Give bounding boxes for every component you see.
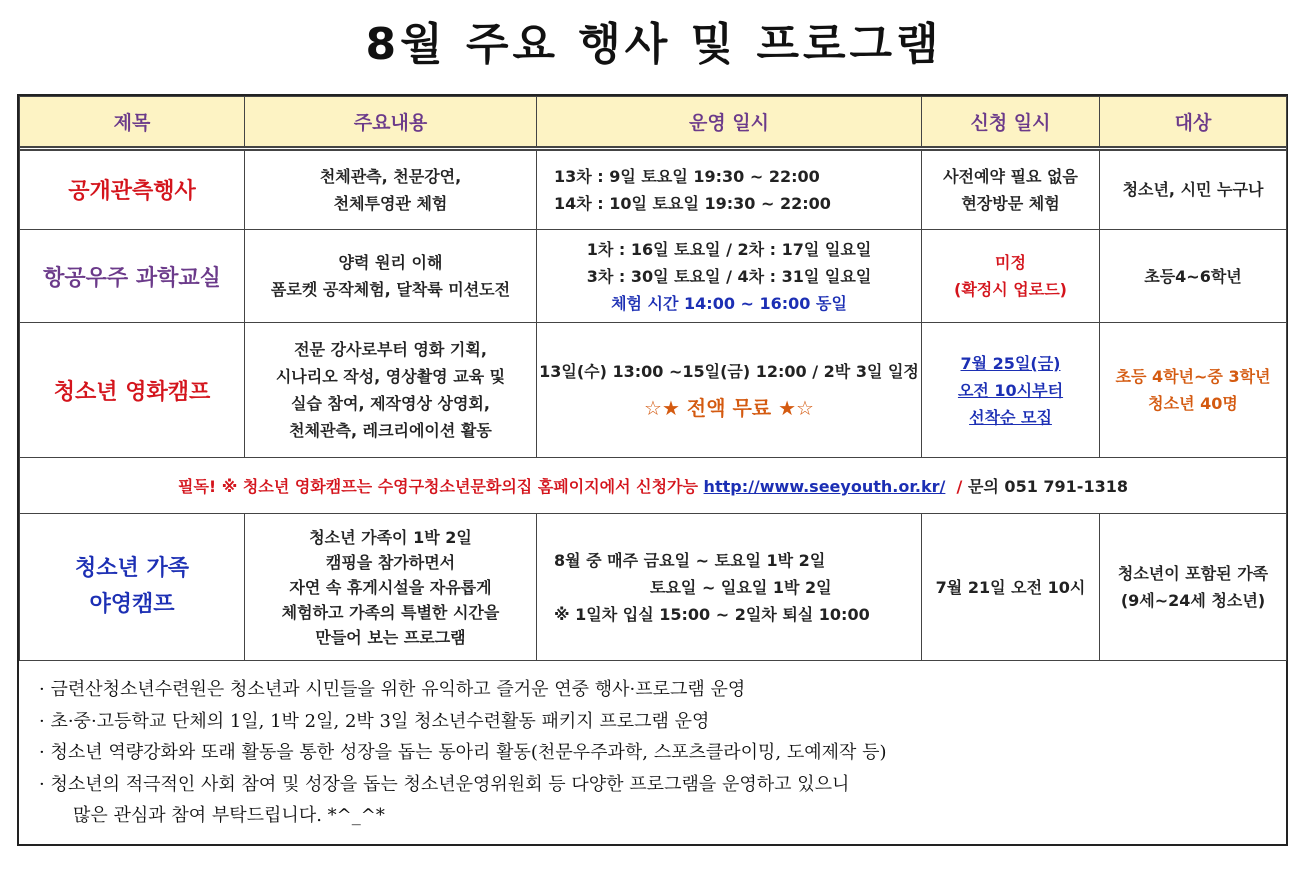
- content-line: 캠핑을 참가하면서: [325, 552, 456, 572]
- table-row: [20, 230, 1287, 323]
- notice-text: 필독! ※ 청소년 영화캠프는 수영구청소년문화의집 홈페이지에서 신청가능: [178, 477, 698, 496]
- table-row: [20, 514, 1287, 661]
- notice-separator: /: [956, 477, 963, 496]
- title-line: 청소년 가족: [75, 556, 189, 581]
- table-row: [20, 323, 1287, 458]
- homepage-link[interactable]: http://www.seeyouth.or.kr/: [703, 477, 946, 496]
- row-content: [245, 230, 537, 323]
- row-apply: [922, 323, 1100, 458]
- page-title: 8월 주요 행사 및 프로그램: [365, 19, 943, 70]
- row-title: 항공우주 과학교실: [20, 230, 245, 323]
- content-line: 시나리오 작성, 영상촬영 교육 및: [275, 367, 506, 386]
- apply-line: 사전예약 필요 없음: [943, 166, 1078, 186]
- content-line: 청소년 가족이 1박 2일: [309, 527, 472, 547]
- row-content: [245, 514, 537, 661]
- schedule-line: 8월 중 매주 금요일 ~ 토요일 1박 2일: [554, 550, 826, 570]
- target-line: 청소년이 포함된 가족: [1117, 564, 1269, 583]
- content-line: 천체투영관 체험: [333, 193, 448, 213]
- row-title: [20, 514, 245, 661]
- row-target: [1100, 323, 1287, 458]
- schedule-line: 13일(수) 13:00 ~15일(금) 12:00 / 2박 3일 일정: [539, 362, 919, 381]
- schedule-sheet: [17, 94, 1288, 846]
- footer-line: · 금련산청소년수련원은 청소년과 시민들을 위한 유익하고 즐거운 연중 행사·프로그램 운영: [39, 679, 746, 700]
- row-target: [1100, 514, 1287, 661]
- row-schedule: [537, 323, 922, 458]
- footer-line: · 초·중·고등학교 단체의 1일, 1박 2일, 2박 3일 청소년수련활동 패키지 프로그램 운영: [39, 710, 710, 732]
- notice-cell: [20, 458, 1287, 514]
- notice-row: [20, 458, 1287, 514]
- header-content: 주요내용: [245, 97, 537, 147]
- content-line: 천체관측, 레크리에이션 활동: [289, 421, 492, 440]
- title-line: 야영캠프: [89, 592, 175, 617]
- footer-notes: [39, 674, 1269, 832]
- footer-line: · 청소년의 적극적인 사회 참여 및 성장을 돕는 청소년운영위원회 등 다양한 프로그램을 운영하고 있으니: [39, 773, 850, 795]
- content-line: 체험하고 가족의 특별한 시간을: [281, 602, 500, 622]
- row-apply: [922, 230, 1100, 323]
- apply-date-link[interactable]: 7월 25일(금): [960, 353, 1061, 373]
- content-line: 자연 속 휴게시설을 자유롭게: [289, 577, 492, 597]
- schedule-line: 3차 : 30일 토요일 / 4차 : 31일 일요일: [586, 266, 872, 286]
- content-line: 전문 강사로부터 영화 기획,: [294, 340, 487, 359]
- row-title: 공개관측행사: [20, 150, 245, 230]
- row-schedule: [537, 514, 922, 661]
- content-line: 천체관측, 천문강연,: [319, 166, 462, 186]
- schedule-line: 토요일 ~ 일요일 1박 2일: [650, 577, 832, 597]
- contact-text: 문의 051 791-1318: [967, 477, 1128, 496]
- content-line: 실습 참여, 제작영상 상영회,: [291, 394, 490, 413]
- apply-time-link[interactable]: 오전 10시부터: [957, 380, 1064, 400]
- header-title: 제목: [20, 97, 245, 147]
- row-title: 청소년 영화캠프: [20, 323, 245, 458]
- footer-line: 많은 관심과 참여 부탁드립니다. *^_^*: [73, 805, 385, 826]
- schedule-table: [19, 96, 1287, 661]
- apply-method-link[interactable]: 선착순 모집: [969, 407, 1052, 427]
- footer-line: · 청소년 역량강화와 또래 활동을 통한 성장을 돕는 동아리 활동(천문우주과학, 스포츠클라이밍, 도예제작 등): [39, 742, 887, 763]
- row-content: [245, 150, 537, 230]
- schedule-line: 1차 : 16일 토요일 / 2차 : 17일 일요일: [586, 239, 872, 259]
- row-schedule: [537, 150, 922, 230]
- free-badge: ☆★ 전액 무료 ★☆: [644, 396, 814, 420]
- row-apply: 7월 21일 오전 10시: [922, 514, 1100, 661]
- table-row: [20, 150, 1287, 230]
- target-line: 청소년 40명: [1148, 394, 1238, 413]
- apply-line: (확정시 업로드): [954, 280, 1067, 299]
- schedule-line: ※ 1일차 입실 15:00 ~ 2일차 퇴실 10:00: [554, 604, 870, 624]
- apply-line: 현장방문 체험: [961, 193, 1060, 213]
- apply-line: 미정: [995, 253, 1026, 272]
- header-schedule: 운영 일시: [537, 97, 922, 147]
- schedule-time-note: 체험 시간 14:00 ~ 16:00 동일: [611, 293, 847, 313]
- content-line: 폼로켓 공작체험, 달착륙 미션도전: [270, 280, 511, 299]
- content-line: 양력 원리 이해: [338, 253, 443, 272]
- header-apply: 신청 일시: [922, 97, 1100, 147]
- header-target: 대상: [1100, 97, 1287, 147]
- target-line: (9세~24세 청소년): [1120, 591, 1266, 610]
- row-apply: [922, 150, 1100, 230]
- row-target: 초등4~6학년: [1100, 230, 1287, 323]
- row-target: 청소년, 시민 누구나: [1100, 150, 1287, 230]
- target-line: 초등 4학년~중 3학년: [1115, 367, 1271, 386]
- content-line: 만들어 보는 프로그램: [315, 627, 466, 647]
- header-row: [20, 97, 1287, 147]
- schedule-line: 13차 : 9일 토요일 19:30 ~ 22:00: [554, 166, 820, 186]
- schedule-line: 14차 : 10일 토요일 19:30 ~ 22:00: [554, 193, 831, 213]
- row-schedule: [537, 230, 922, 323]
- row-content: [245, 323, 537, 458]
